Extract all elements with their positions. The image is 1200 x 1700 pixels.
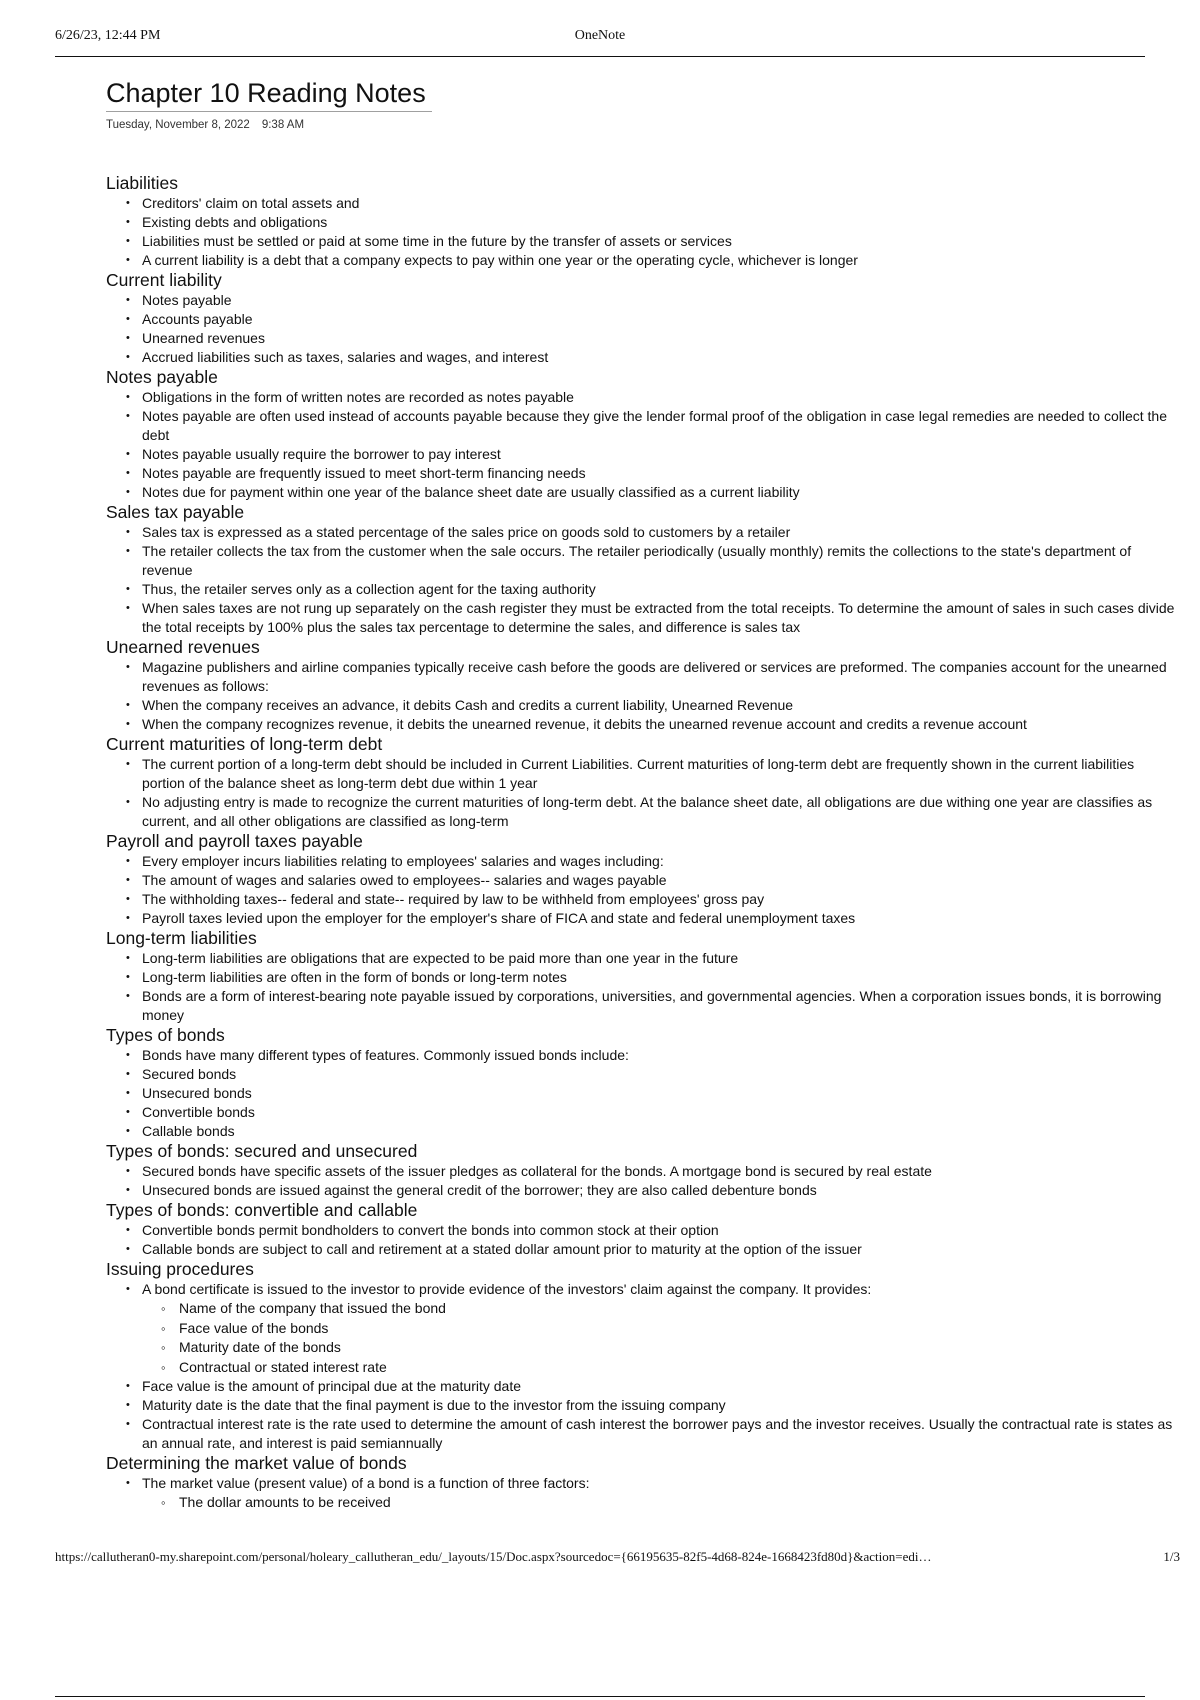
page-indicator: 1/3 [1163,1549,1180,1564]
bullet-item: • Notes payable usually require the borrower to pay interest [106,445,1180,464]
bullet-item: • The withholding taxes-- federal and state-- required by law to be withheld from employees' gross pay [106,890,1180,909]
print-footer [55,1549,1180,1567]
section-heading: Notes payable [106,367,218,387]
bullet-item: • Accounts payable [106,310,1180,329]
bullet-item: • Callable bonds are subject to call and retirement at a stated dollar amount prior to maturity at the option of the issuer [106,1240,1180,1259]
note-section [106,502,1180,637]
bullet-item: • Notes payable are often used instead of accounts payable because they give the lender formal proof of the obligation in case legal remedies are needed to collect the debt [106,407,1180,445]
bullet-item: • Unearned revenues [106,329,1180,348]
bullet-item: • Bonds have many different types of features. Commonly issued bonds include: [106,1046,1180,1065]
bullet-item: • Accrued liabilities such as taxes, salaries and wages, and interest [106,348,1180,367]
note-section [106,1141,1180,1200]
bullet-item: • When the company recognizes revenue, it debits the unearned revenue, it debits the unearned revenue account and credits a revenue account [106,715,1180,734]
print-url: https://callutheran0-my.sharepoint.com/personal/holeary_callutheran_edu/_layouts/15/Doc.aspx?sourcedoc={66195635-82f5-4d68-824e-1668423fd80d}&action=edi… [55,1549,932,1564]
bullet-list [106,658,1180,734]
bullet-item: • Secured bonds [106,1065,1180,1084]
note-section [106,1259,1180,1453]
bullet-list [106,523,1180,637]
note-section [106,270,1180,367]
page-date: Tuesday, November 8, 2022 [106,119,250,131]
bullet-item: • Magazine publishers and airline companies typically receive cash before the goods are delivered or services are preformed. The companies account for the unearned revenues as follows: [106,658,1180,696]
bullet-item: • No adjusting entry is made to recognize the current maturities of long-term debt. At the balance sheet date, all obligations are due withing one year are classifies as current, and all other obligations are classified as long-term [106,793,1180,831]
bullet-list [106,291,1180,367]
footer-divider [55,1696,1145,1697]
bullet-item: • A current liability is a debt that a company expects to pay within one year or the operating cycle, whichever is longer [106,251,1180,270]
note-content [106,173,1180,1541]
bullet-item: • Callable bonds [106,1122,1180,1141]
bullet-item: • Unsecured bonds [106,1084,1180,1103]
bullet-item: • Notes due for payment within one year of the balance sheet date are usually classified as a current liability [106,483,1180,502]
bullet-list [106,1474,1180,1513]
bullet-item: • The amount of wages and salaries owed to employees-- salaries and wages payable [106,871,1180,890]
note-section [106,1025,1180,1141]
bullet-list [106,1046,1180,1141]
page-timestamp [106,119,304,131]
section-heading: Payroll and payroll taxes payable [106,831,363,851]
section-heading: Sales tax payable [106,502,245,522]
sub-bullet-item: ◦ Name of the company that issued the bond [106,1299,1180,1319]
section-heading: Unearned revenues [106,637,260,657]
bullet-item: • The market value (present value) of a bond is a function of three factors: [106,1474,1180,1493]
bullet-item: • Notes payable [106,291,1180,310]
bullet-item: • Payroll taxes levied upon the employer for the employer's share of FICA and state and federal unemployment taxes [106,909,1180,928]
bullet-list [106,388,1180,502]
bullet-list [106,949,1180,1025]
bullet-list [106,1162,1180,1200]
bullet-item: • Every employer incurs liabilities relating to employees' salaries and wages including: [106,852,1180,871]
section-heading: Types of bonds: convertible and callable [106,1200,418,1220]
bullet-item: • A bond certificate is issued to the investor to provide evidence of the investors' claim against the company. It provides: [106,1280,1180,1299]
bullet-item: • Liabilities must be settled or paid at some time in the future by the transfer of assets or services [106,232,1180,251]
print-app-name: OneNote [574,28,626,43]
bullet-item: • The retailer collects the tax from the customer when the sale occurs. The retailer periodically (usually monthly) remits the collections to the state's department of revenue [106,542,1180,580]
bullet-item: • Existing debts and obligations [106,213,1180,232]
bullet-list [106,1221,1180,1259]
bullet-item: • Long-term liabilities are often in the form of bonds or long-term notes [106,968,1180,987]
bullet-item: • Contractual interest rate is the rate used to determine the amount of cash interest the borrower pays and the investor receives. Usually the contractual rate is states as an annual rate, and interest is paid semiannually [106,1415,1180,1453]
bullet-item: • Notes payable are frequently issued to meet short-term financing needs [106,464,1180,483]
header-divider [55,56,1145,57]
bullet-list [106,1280,1180,1453]
bullet-item: • Convertible bonds permit bondholders to convert the bonds into common stock at their option [106,1221,1180,1240]
bullet-item: • The current portion of a long-term debt should be included in Current Liabilities. Current maturities of long-term debt are frequently shown in the current liabilities portion of the balance sheet as long-term debt due within 1 year [106,755,1180,793]
note-section [106,173,1180,270]
bullet-item: • Convertible bonds [106,1103,1180,1122]
section-heading: Determining the market value of bonds [106,1453,407,1473]
bullet-item: • Creditors' claim on total assets and [106,194,1180,213]
sub-bullet-item: ◦ The dollar amounts to be received [106,1493,1180,1513]
section-heading: Types of bonds: secured and unsecured [106,1141,418,1161]
section-heading: Types of bonds [106,1025,225,1045]
sub-bullet-item: ◦ Contractual or stated interest rate [106,1358,1180,1378]
bullet-item: • When sales taxes are not rung up separately on the cash register they must be extracted from the total receipts. To determine the amount of sales in such cases divide the total receipts by 100% plus the sales tax percentage to determine the sales, and difference is sales tax [106,599,1180,637]
note-section [106,1453,1180,1513]
bullet-item: • Bonds are a form of interest-bearing note payable issued by corporations, universities, and governmental agencies. When a corporation issues bonds, it is borrowing money [106,987,1180,1025]
bullet-list [106,194,1180,270]
section-heading: Current maturities of long-term debt [106,734,383,754]
section-heading: Liabilities [106,173,178,193]
bullet-list [106,852,1180,928]
section-heading: Long-term liabilities [106,928,257,948]
bullet-list [106,755,1180,831]
bullet-item: • When the company receives an advance, it debits Cash and credits a current liability, Unearned Revenue [106,696,1180,715]
section-heading: Issuing procedures [106,1259,254,1279]
note-section [106,734,1180,831]
print-datetime: 6/26/23, 12:44 PM [55,28,161,43]
note-section [106,831,1180,928]
page-time: 9:38 AM [261,119,305,131]
note-section [106,928,1180,1025]
bullet-item: • Obligations in the form of written notes are recorded as notes payable [106,388,1180,407]
bullet-item: • Maturity date is the date that the final payment is due to the investor from the issuing company [106,1396,1180,1415]
bullet-item: • Sales tax is expressed as a stated percentage of the sales price on goods sold to customers by a retailer [106,523,1180,542]
page-title: Chapter 10 Reading Notes [106,78,432,112]
bullet-item: • Unsecured bonds are issued against the general credit of the borrower; they are also called debenture bonds [106,1181,1180,1200]
sub-bullet-item: ◦ Maturity date of the bonds [106,1338,1180,1358]
bullet-item: • Long-term liabilities are obligations that are expected to be paid more than one year in the future [106,949,1180,968]
bullet-item: • Secured bonds have specific assets of the issuer pledges as collateral for the bonds. A mortgage bond is secured by real estate [106,1162,1180,1181]
sub-bullet-item: ◦ Face value of the bonds [106,1319,1180,1339]
note-section [106,637,1180,734]
print-header [55,28,1145,48]
note-section [106,367,1180,502]
bullet-item: • Thus, the retailer serves only as a collection agent for the taxing authority [106,580,1180,599]
bullet-item: • Face value is the amount of principal due at the maturity date [106,1377,1180,1396]
section-heading: Current liability [106,270,222,290]
note-section [106,1200,1180,1259]
